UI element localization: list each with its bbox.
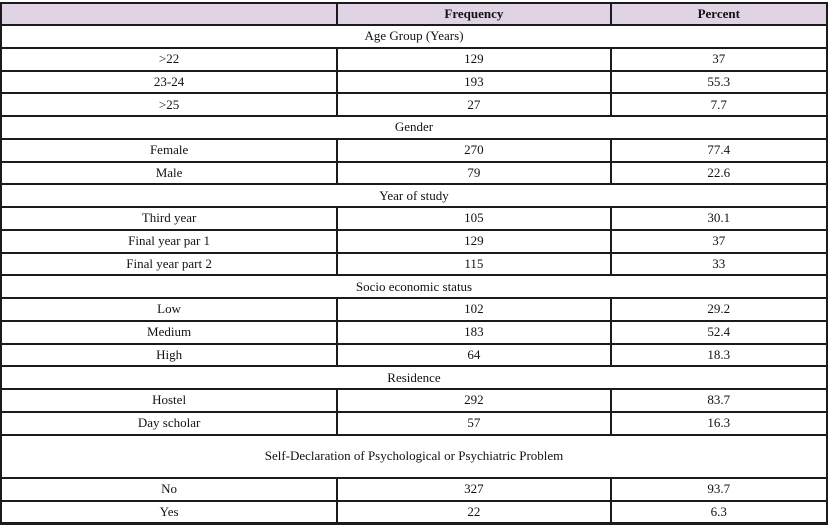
- demographics-table: [0, 2, 828, 525]
- percent-cell: 33: [611, 253, 827, 276]
- table-head: [1, 3, 827, 25]
- percent-cell: 30.1: [611, 207, 827, 230]
- category-cell: High: [1, 344, 337, 367]
- percent-cell: 6.3: [611, 501, 827, 524]
- percent-cell: 93.7: [611, 478, 827, 501]
- category-cell: >25: [1, 93, 337, 116]
- frequency-cell: 270: [337, 139, 610, 162]
- frequency-cell: 22: [337, 501, 610, 524]
- table-row: [1, 48, 827, 71]
- percent-cell: 52.4: [611, 321, 827, 344]
- section-title: Self-Declaration of Psychological or Psychiatric Problem: [1, 435, 827, 478]
- frequency-cell: 115: [337, 253, 610, 276]
- percent-cell: 7.7: [611, 93, 827, 116]
- table-row: [1, 321, 827, 344]
- section-title: Age Group (Years): [1, 25, 827, 48]
- percent-cell: 55.3: [611, 71, 827, 94]
- table-row: [1, 93, 827, 116]
- frequency-cell: 327: [337, 478, 610, 501]
- frequency-cell: 79: [337, 162, 610, 185]
- frequency-cell: 193: [337, 71, 610, 94]
- percent-cell: 22.6: [611, 162, 827, 185]
- category-cell: Third year: [1, 207, 337, 230]
- table-row: [1, 478, 827, 501]
- percent-cell: 37: [611, 230, 827, 253]
- category-cell: Male: [1, 162, 337, 185]
- frequency-cell: 129: [337, 48, 610, 71]
- percent-cell: 77.4: [611, 139, 827, 162]
- category-cell: Final year par 1: [1, 230, 337, 253]
- frequency-cell: 64: [337, 344, 610, 367]
- table-body: [1, 25, 827, 524]
- percent-cell: 83.7: [611, 389, 827, 412]
- section-title: Residence: [1, 366, 827, 389]
- frequency-cell: 102: [337, 298, 610, 321]
- header-cell-percent: Percent: [611, 3, 827, 25]
- header-cell-frequency: Frequency: [337, 3, 610, 25]
- category-cell: Yes: [1, 501, 337, 524]
- table-row: [1, 412, 827, 435]
- section-header-row: [1, 25, 827, 48]
- section-title: Gender: [1, 116, 827, 139]
- category-cell: 23-24: [1, 71, 337, 94]
- category-cell: Female: [1, 139, 337, 162]
- table-header-row: [1, 3, 827, 25]
- table-row: [1, 501, 827, 524]
- header-cell-blank: [1, 3, 337, 25]
- table-row: [1, 230, 827, 253]
- frequency-cell: 292: [337, 389, 610, 412]
- section-title: Year of study: [1, 184, 827, 207]
- table-row: [1, 389, 827, 412]
- category-cell: No: [1, 478, 337, 501]
- section-title: Socio economic status: [1, 275, 827, 298]
- table-row: [1, 344, 827, 367]
- frequency-cell: 27: [337, 93, 610, 116]
- table-row: [1, 139, 827, 162]
- frequency-cell: 129: [337, 230, 610, 253]
- section-header-row: [1, 116, 827, 139]
- table-row: [1, 207, 827, 230]
- percent-cell: 29.2: [611, 298, 827, 321]
- section-header-row: [1, 184, 827, 207]
- category-cell: Low: [1, 298, 337, 321]
- section-header-row: [1, 275, 827, 298]
- frequency-cell: 105: [337, 207, 610, 230]
- percent-cell: 37: [611, 48, 827, 71]
- section-header-row: [1, 435, 827, 478]
- table-row: [1, 253, 827, 276]
- frequency-cell: 183: [337, 321, 610, 344]
- table-row: [1, 298, 827, 321]
- percent-cell: 16.3: [611, 412, 827, 435]
- section-header-row: [1, 366, 827, 389]
- category-cell: Day scholar: [1, 412, 337, 435]
- percent-cell: 18.3: [611, 344, 827, 367]
- category-cell: >22: [1, 48, 337, 71]
- category-cell: Final year part 2: [1, 253, 337, 276]
- category-cell: Hostel: [1, 389, 337, 412]
- table-row: [1, 71, 827, 94]
- table-row: [1, 162, 827, 185]
- frequency-cell: 57: [337, 412, 610, 435]
- category-cell: Medium: [1, 321, 337, 344]
